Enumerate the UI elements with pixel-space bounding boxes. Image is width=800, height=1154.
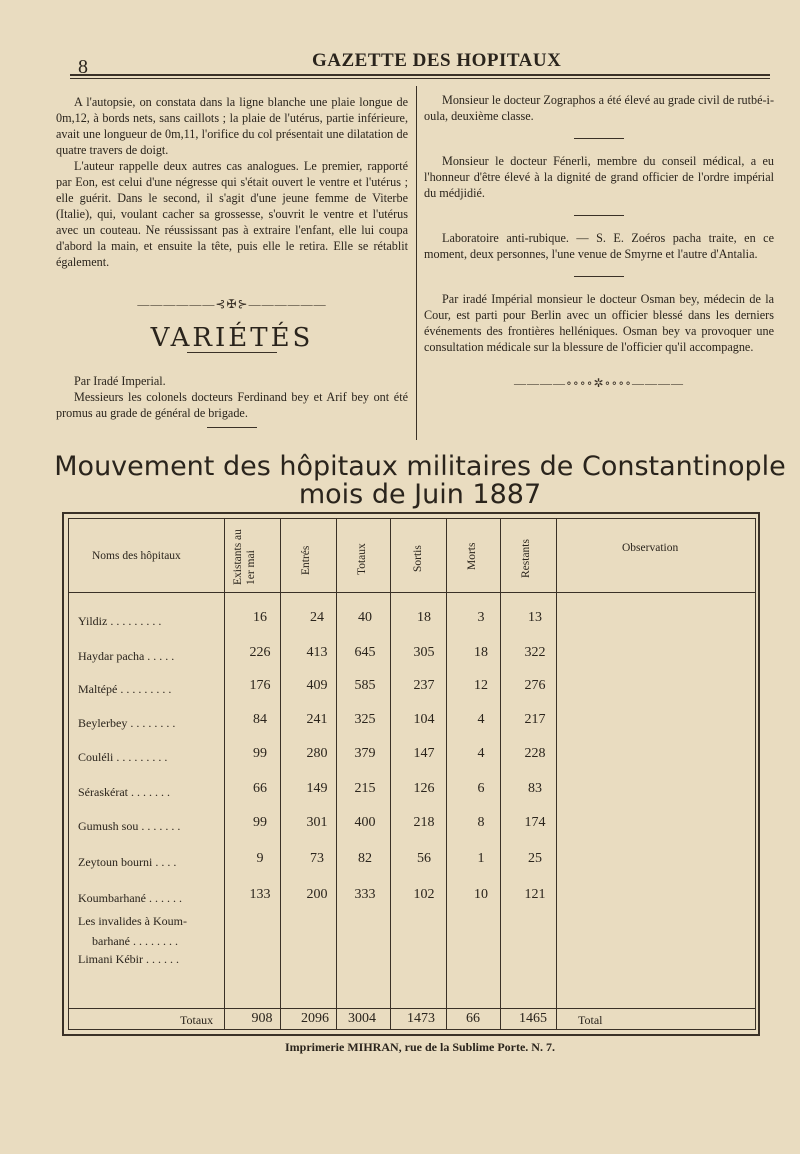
cell-totaux: 379 [354,746,376,761]
total-existants: 908 [251,1011,273,1026]
cell-sortis: 104 [413,712,435,727]
row-name-limani: Limani Kébir . . . . . . [78,952,179,966]
cell-entres: 200 [306,887,328,902]
row-name: Maltépé . . . . . . . . . [78,682,172,696]
cell-morts: 18 [474,645,488,660]
fenerli-paragraph: Monsieur le docteur Fénerli, membre du conseil médical, a eu l'honneur d'être élevé à la dignité de grand officier de l'ordre impérial du médjidié. [424,154,774,200]
left-column [56,94,408,428]
cell-existants: 99 [253,815,267,830]
rule-1 [574,138,624,139]
col-line [280,518,281,1030]
header-rule-thin [70,78,770,79]
cell-morts: 12 [474,678,488,693]
cell-restants: 13 [528,610,542,625]
col-line [556,518,557,1030]
total-observation: Total [578,1013,603,1027]
cell-morts: 1 [477,851,485,866]
ornament-divider-right: ————∘∘∘∘✲∘∘∘∘———— [513,376,685,390]
row-name: Haydar pacha . . . . . [78,649,175,663]
cell-sortis: 147 [413,746,435,761]
header-morts: Morts [466,542,478,570]
cell-existants: 16 [253,610,267,625]
cell-entres: 241 [306,712,328,727]
cell-restants: 228 [524,746,546,761]
cell-restants: 217 [524,712,546,727]
cell-totaux: 333 [354,887,376,902]
table-title: Mouvement des hôpitaux militaires de Constantinople [54,451,786,482]
zographos-paragraph: Monsieur le docteur Zographos a été élevé au grade civil de rutbé-i-oula, deuxième classe. [424,93,774,123]
cell-restants: 174 [524,815,546,830]
totals-label: Totaux [180,1013,214,1027]
cell-morts: 6 [477,781,485,796]
rule-2 [574,215,624,216]
col-line [224,518,225,1030]
cell-sortis: 218 [413,815,435,830]
cell-morts: 8 [477,815,485,830]
journal-title: GAZETTE DES HOPITAUX [312,50,562,71]
cell-entres: 413 [306,645,328,660]
osman-bey-paragraph: Par iradé Impérial monsieur le docteur Osman bey, médecin de la Cour, est parti pour Berlin avec un officier blessé dans les derniers événements des frontières helléniques. Osman bey va provoquer une consultation médicale sur la blessure de l'officier qu'il accompagne. [424,292,774,354]
cell-totaux: 325 [354,712,376,727]
cell-existants: 226 [249,645,271,660]
col-line [500,518,501,1030]
cell-morts: 4 [477,712,485,727]
cell-entres: 73 [310,851,324,866]
cell-entres: 149 [306,781,328,796]
total-sortis: 1473 [407,1011,435,1026]
col-line [390,518,391,1030]
cell-morts: 4 [477,746,485,761]
left-end-rule [207,427,257,428]
row-name: Séraskérat . . . . . . . [78,785,170,799]
totals-top-line [68,1008,756,1009]
cell-totaux: 40 [358,610,372,625]
rule-3 [574,276,624,277]
cell-existants: 133 [249,887,271,902]
row-name: Gumush sou . . . . . . . [78,819,181,833]
right-column [424,92,774,391]
row-name: Zeytoun bourni . . . . [78,855,177,869]
cell-restants: 322 [524,645,546,660]
laboratory-paragraph: Laboratoire anti-rubique. — S. E. Zoéros pacha traite, en ce moment, deux personnes, l'une venue de Smyrne et l'autre d'Antalia. [424,231,774,261]
cell-morts: 3 [477,610,485,625]
irade-title: Par Iradé Imperial. [74,374,166,388]
total-totaux: 3004 [348,1011,376,1026]
cell-restants: 121 [524,887,546,902]
header-entres: Entrés [300,545,312,575]
header-rule [70,74,770,76]
cell-sortis: 126 [413,781,435,796]
page-number: 8 [78,56,88,78]
cell-sortis: 102 [413,887,435,902]
cell-sortis: 56 [417,851,431,866]
cell-totaux: 215 [354,781,376,796]
header-sortis: Sortis [412,545,424,572]
header-observation: Observation [622,542,679,554]
cell-totaux: 585 [354,678,376,693]
header-existants: Existants au 1er mai [232,529,257,585]
header-totaux: Totaux [356,543,368,575]
autopsy-paragraph: A l'autopsie, on constata dans la ligne blanche une plaie longue de 0m,12, à bords nets, sans caillots ; la plaie de l'utérus, partie inférieure, avait une longueur de 0m,11, l'orifice du col présentait une dilatation de quatre travers de doigt. [56,95,408,157]
cell-existants: 9 [256,851,264,866]
cell-entres: 409 [306,678,328,693]
cell-entres: 280 [306,746,328,761]
cell-morts: 10 [474,887,488,902]
cell-existants: 84 [253,712,267,727]
ornament-divider: ——————⊰✠⊱—————— [137,297,327,311]
cell-sortis: 237 [413,678,435,693]
cell-totaux: 645 [354,645,376,660]
cell-existants: 176 [249,678,271,693]
header-restants: Restants [520,539,532,578]
cell-entres: 301 [306,815,328,830]
column-divider [416,86,417,440]
table-subtitle: mois de Juin 1887 [298,479,542,510]
header-names: Noms des hôpitaux [92,550,181,562]
col-line [336,518,337,1030]
cell-restants: 83 [528,781,542,796]
cell-entres: 24 [310,610,324,625]
cell-totaux: 82 [358,851,372,866]
col-line [446,518,447,1030]
printer-footer: Imprimerie MIHRAN, rue de la Sublime Porte. N. 7. [285,1040,555,1054]
cell-existants: 99 [253,746,267,761]
cell-sortis: 18 [417,610,431,625]
total-entres: 2096 [301,1011,329,1026]
cell-restants: 25 [528,851,542,866]
cell-totaux: 400 [354,815,376,830]
row-name-invalides: Les invalides à Koum- [78,914,187,928]
row-name: Beylerbey . . . . . . . . [78,716,176,730]
row-name: Couléli . . . . . . . . . [78,750,168,764]
irade-promotion-text: Messieurs les colonels docteurs Ferdinand bey et Arif bey ont été promus au grade de général de brigade. [56,390,408,420]
section-title-varietes: VARIÉTÉS [150,323,314,353]
row-name-invalides-cont: barhané . . . . . . . . [92,934,178,948]
total-restants: 1465 [519,1011,547,1026]
cell-sortis: 305 [413,645,435,660]
cell-restants: 276 [524,678,546,693]
row-name: Koumbarhané . . . . . . [78,891,182,905]
row-name: Yildiz . . . . . . . . . [78,614,162,628]
analogous-cases-paragraph: L'auteur rappelle deux autres cas analogues. Le premier, rapporté par Eon, est celui d'une négresse qui s'était ouvert le ventre et l'utérus ; elle guérit. Dans le second, il s'agit d'une jeune femme de Viterbe (Italie), qui, voulant cacher sa grossesse, s'ouvrit le ventre et l'utérus avec un couteau. Ne réussissant pas à extraire l'enfant, elle lui coupa d'abord la main, et ensuite la tête, puis elle le retira. Elle se rétablit également. [56,159,408,269]
cell-existants: 66 [253,781,267,796]
header-bottom-line [68,592,756,593]
total-morts: 66 [466,1011,480,1026]
